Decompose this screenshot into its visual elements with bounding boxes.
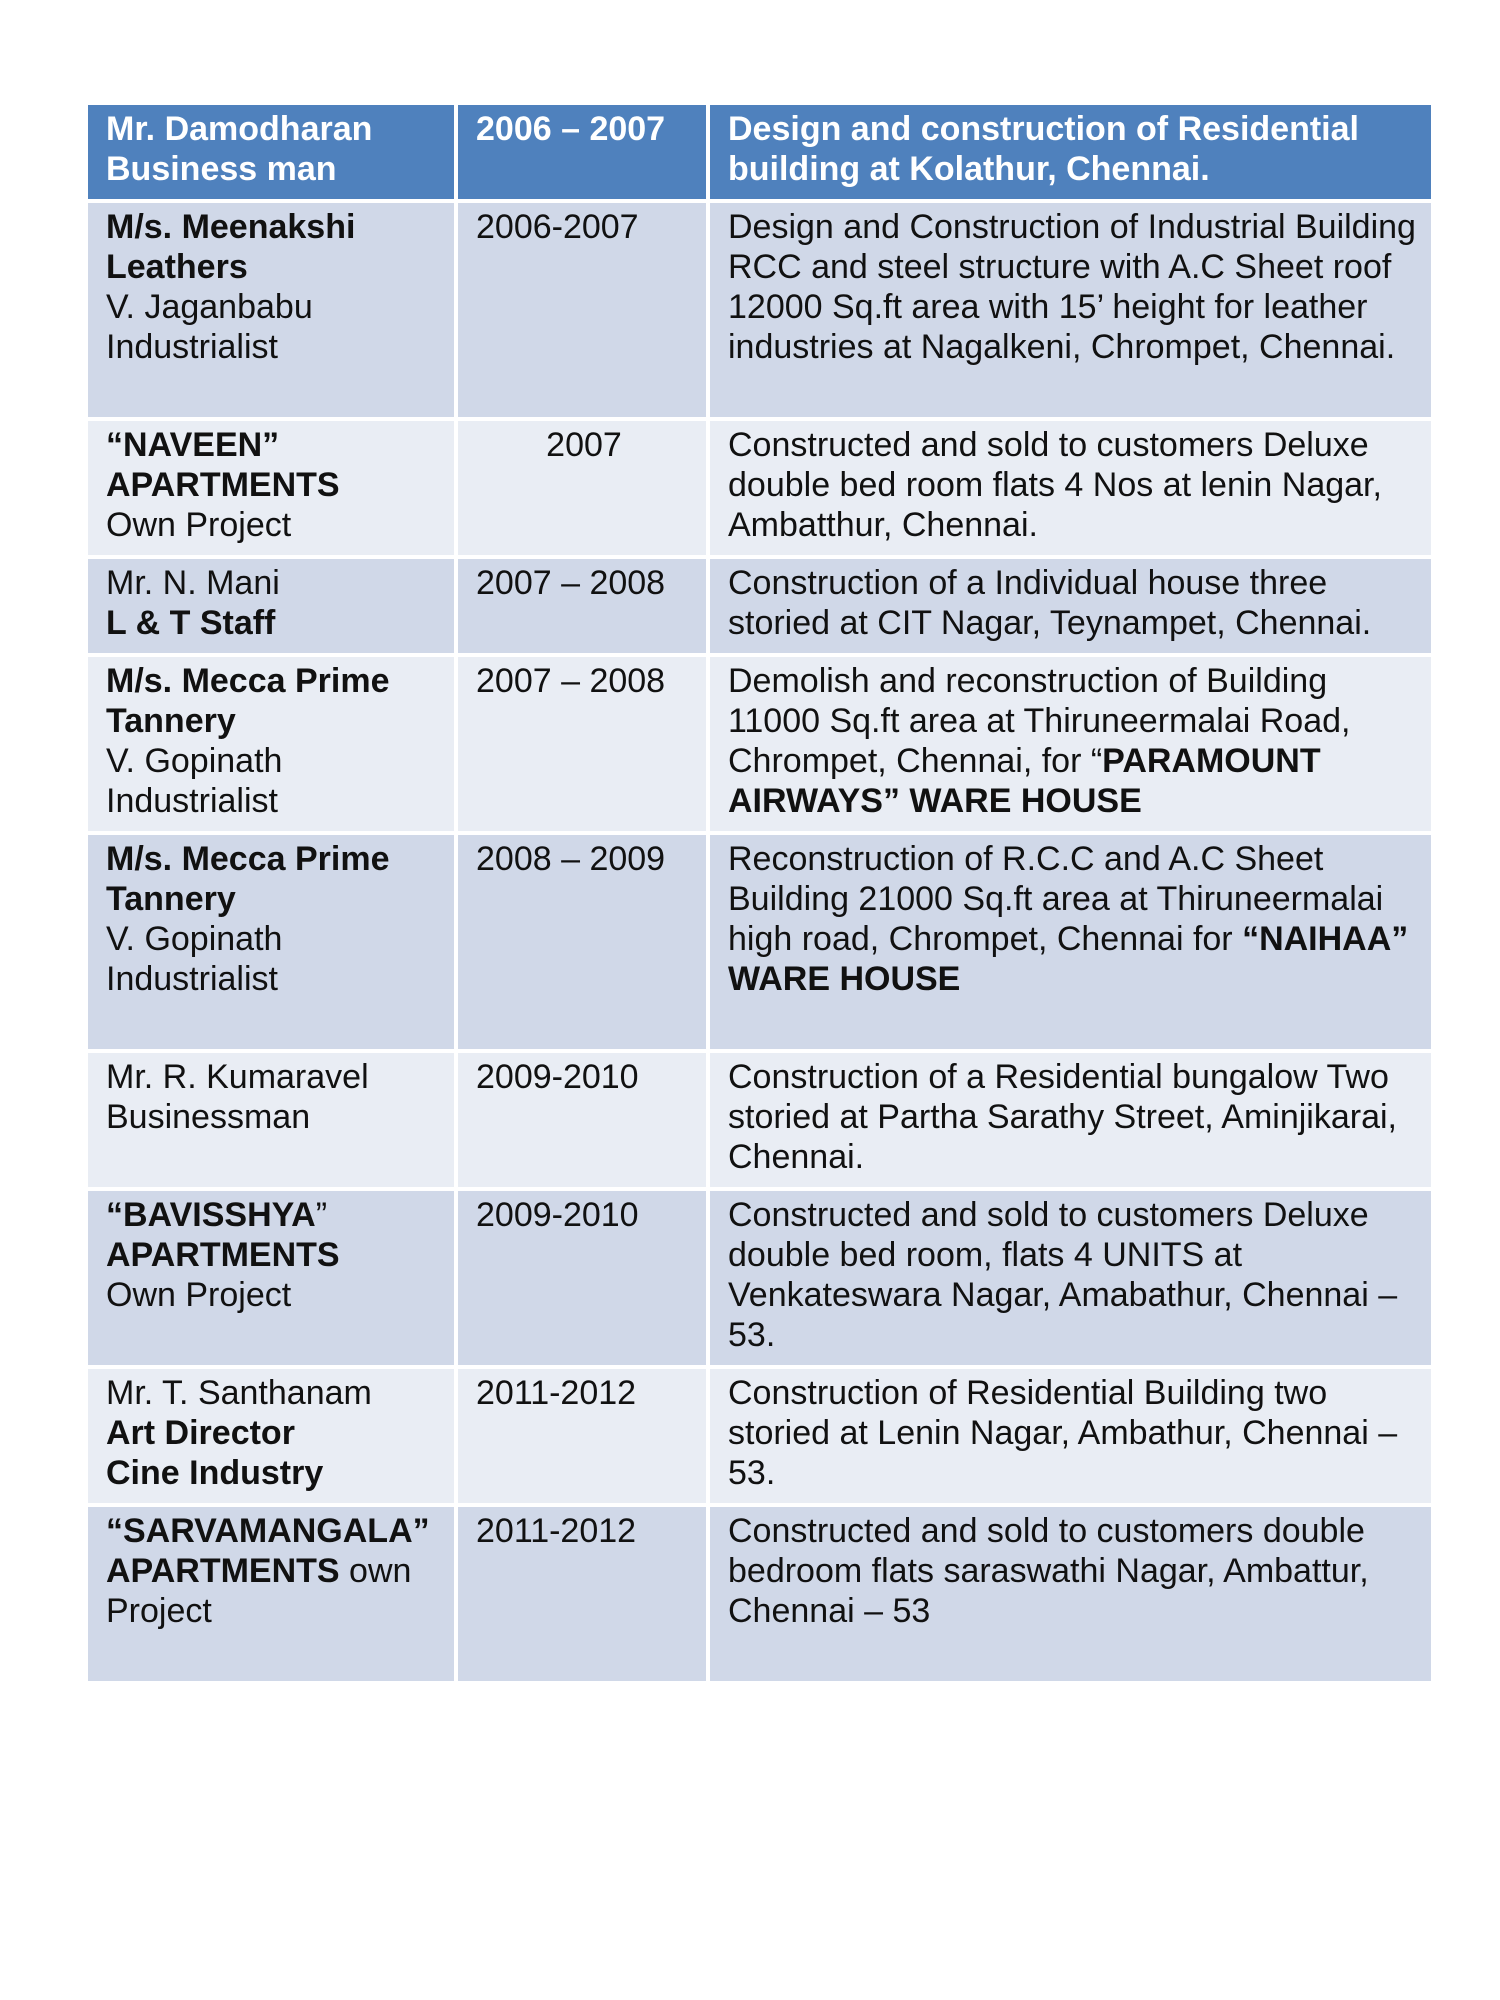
client-name: “BAVISSHYA [106,1196,316,1234]
client-name: M/s. Mecca Prime Tannery [106,662,390,740]
description-cell [708,655,1433,833]
client-name: Mr. N. Mani [106,564,280,602]
client-cell [86,419,456,557]
year-cell: 2009-2010 [456,1051,708,1189]
year-cell: 2011-2012 [456,1505,708,1683]
year-cell: 2009-2010 [456,1189,708,1367]
table-row [86,201,1433,419]
client-contact: V. Jaganbabu [106,288,313,326]
client-name: Mr. T. Santhanam [106,1374,372,1412]
client-role: Industrialist [106,782,278,820]
client-role: Own Project [106,1276,292,1314]
client-contact: V. Gopinath [106,742,283,780]
year-cell: 2006-2007 [456,201,708,419]
year-cell: 2007 – 2008 [456,557,708,655]
header-client-cell [86,103,456,201]
year-cell: 2007 – 2008 [456,655,708,833]
description-highlight: PARAMOUNT AIRWAYS” WARE HOUSE [728,742,1321,820]
header-year-cell: 2006 – 2007 [456,103,708,201]
year-cell: 2007 [456,419,708,557]
header-description-cell: Design and construction of Residential building at Kolathur, Chennai. [708,103,1433,201]
client-contact: V. Gopinath [106,920,283,958]
table-row [86,1367,1433,1505]
client-cell [86,1051,456,1189]
client-role: Industrialist [106,960,278,998]
client-role: own Project [106,1552,412,1630]
year-cell: 2008 – 2009 [456,833,708,1051]
client-cell [86,1505,456,1683]
client-name-quote: ” [315,1196,328,1234]
client-industry: Cine Industry [106,1454,324,1492]
description-cell [708,1505,1433,1683]
client-role: L & T Staff [106,604,276,642]
table-row [86,419,1433,557]
description-cell: Construction of Residential Building two storied at Lenin Nagar, Ambathur, Chennai – 53. [708,1367,1433,1505]
header-client-name: Mr. Damodharan [106,110,373,148]
client-role: Art Director [106,1414,295,1452]
year-cell: 2011-2012 [456,1367,708,1505]
description-cell: Constructed and sold to customers Deluxe double bed room flats 4 Nos at lenin Nagar, Ambatthur, Chennai. [708,419,1433,557]
description-highlight: “NAIHAA” WARE HOUSE [728,920,1409,998]
table-row [86,1189,1433,1367]
client-cell [86,655,456,833]
client-cell [86,201,456,419]
description-city: Chennai – 53 [728,1592,931,1630]
description-cell: Construction of a Individual house three storied at CIT Nagar, Teynampet, Chennai. [708,557,1433,655]
client-role: Businessman [106,1098,311,1136]
description-text: Constructed and sold to customers double bedroom flats saraswathi Nagar, Ambattur, [728,1512,1369,1590]
client-cell [86,557,456,655]
table-row [86,833,1433,1051]
table-row [86,1505,1433,1683]
client-name: M/s. Meenakshi Leathers [106,208,356,286]
client-cell [86,833,456,1051]
header-row [86,103,1433,201]
description-text: Demolish and reconstruction of Building 11000 Sq.ft area at Thiruneermalai Road, Chrompet, Chennai, for “ [728,662,1351,780]
client-role: Own Project [106,506,292,544]
table-row [86,557,1433,655]
client-name-line [106,1195,440,1235]
projects-table [84,101,1435,1685]
description-text: Reconstruction of R.C.C and A.C Sheet Building 21000 Sq.ft area at Thiruneermalai high road, Chrompet, Chennai for [728,840,1384,958]
description-cell: Design and Construction of Industrial Building RCC and steel structure with A.C Sheet roof 12000 Sq.ft area with 15’ height for leather industries at Nagalkeni, Chrompet, Chennai. [708,201,1433,419]
client-name: Mr. R. Kumaravel [106,1058,369,1096]
client-name: “NAVEEN” APARTMENTS [106,426,340,504]
client-cell [86,1367,456,1505]
client-name-suffix: APARTMENTS [106,1236,340,1274]
description-cell: Construction of a Residential bungalow Two storied at Partha Sarathy Street, Aminjikarai, Chennai. [708,1051,1433,1189]
client-cell [86,1189,456,1367]
client-name: “SARVAMANGALA” APARTMENTS [106,1512,430,1590]
description-cell: Constructed and sold to customers Deluxe double bed room, flats 4 UNITS at Venkateswara Nagar, Amabathur, Chennai – 53. [708,1189,1433,1367]
description-cell [708,833,1433,1051]
table-row [86,655,1433,833]
client-role: Industrialist [106,328,278,366]
table-row [86,1051,1433,1189]
client-name: M/s. Mecca Prime Tannery [106,840,390,918]
header-client-role: Business man [106,150,337,188]
